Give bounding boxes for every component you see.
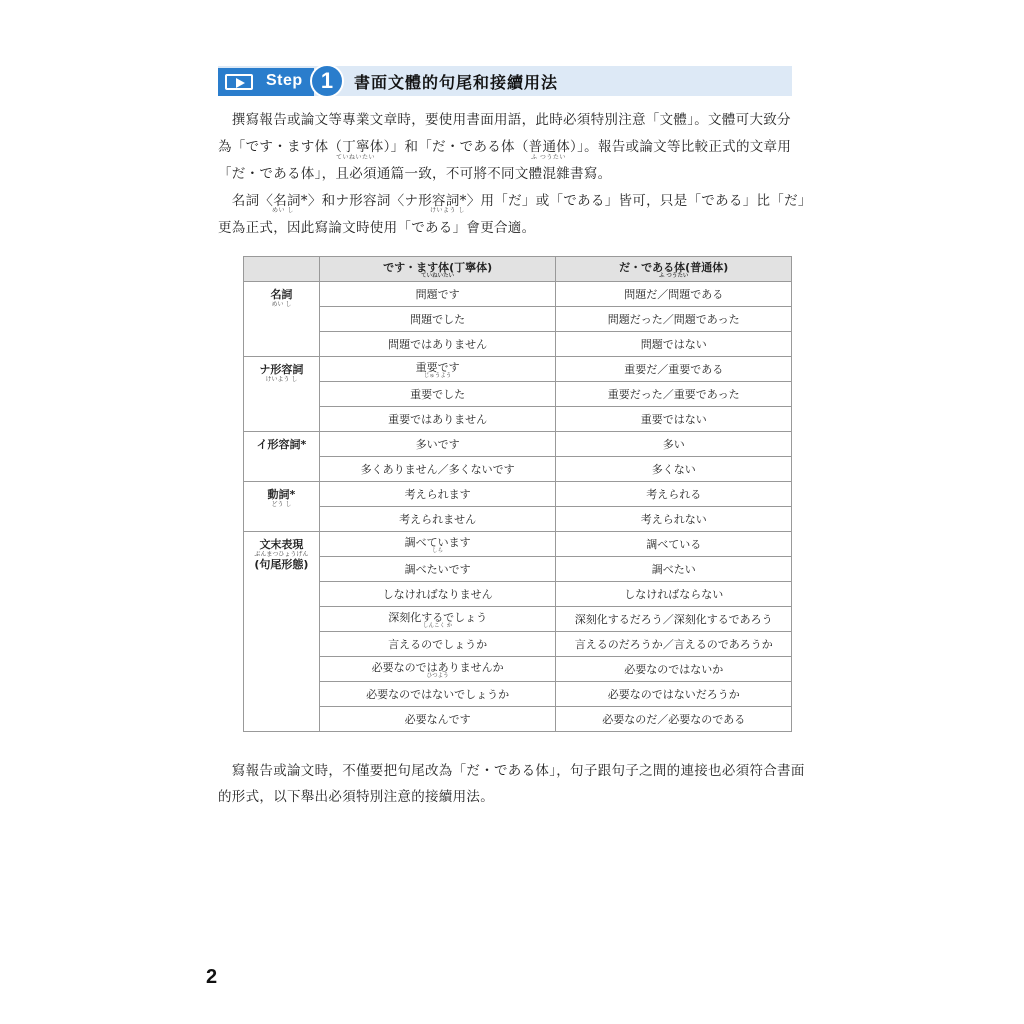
plain-form: 調べている	[556, 532, 792, 557]
intro-ruby-teinei: ていねいたい	[336, 154, 376, 161]
table-row	[244, 307, 792, 332]
intro-ruby-meishi: めい し	[272, 207, 294, 214]
polite-form: 調べています	[404, 536, 471, 549]
plain-form: しなければならない	[556, 582, 792, 607]
header-cell-empty	[244, 257, 320, 282]
step-number: 1	[310, 64, 344, 98]
header-cell-plain	[556, 257, 792, 282]
polite-form: 深刻化するでしょう	[388, 611, 488, 624]
polite-form: 言えるのでしょうか	[319, 632, 556, 657]
header-cell-polite	[319, 257, 556, 282]
plain-form: 問題ではない	[556, 332, 792, 357]
polite-form: 調べたいです	[319, 557, 556, 582]
header-plain-label: だ・である体(普通体)	[619, 261, 729, 274]
category-ruby: ぶんまつひょうげん	[254, 551, 309, 558]
step-badge	[218, 68, 314, 96]
category-cell	[244, 282, 320, 357]
plain-form: 多い	[556, 432, 792, 457]
polite-form: 問題でした	[319, 307, 556, 332]
table-row	[244, 557, 792, 582]
category-ruby: めい し	[271, 301, 292, 308]
intro-line-2: 為「です・ます体（丁寧体）」和「だ・である体（普通体）」。報告或論文等比較正式的文章用	[218, 139, 792, 155]
polite-form-cell	[319, 607, 556, 632]
table-row	[244, 482, 792, 507]
plain-form: 重要ではない	[556, 407, 792, 432]
plain-form: 必要なのではないか	[556, 657, 792, 682]
table-row	[244, 607, 792, 632]
outro-line-2: 的形式，以下舉出必須特別注意的接續用法。	[218, 789, 494, 805]
category-cell	[244, 357, 320, 432]
plain-form: 重要だ／重要である	[556, 357, 792, 382]
category-sub-label: (句尾形態)	[254, 558, 309, 571]
polite-form: 多くありません／多くないです	[319, 457, 556, 482]
category-label: 文末表現	[259, 538, 304, 551]
polite-form: 重要ではありません	[319, 407, 556, 432]
polite-form: 考えられます	[319, 482, 556, 507]
intro-line-5: 更為正式，因此寫論文時使用「である」會更合適。	[218, 220, 536, 236]
table-row	[244, 357, 792, 382]
header-polite-label: です・ます体(丁寧体)	[383, 261, 493, 274]
table-row	[244, 457, 792, 482]
table-row	[244, 282, 792, 307]
plain-form: 重要だった／重要であった	[556, 382, 792, 407]
polite-form: 必要なんです	[319, 707, 556, 732]
category-label: ナ形容詞	[259, 363, 304, 376]
category-ruby: けいよう し	[265, 376, 298, 383]
category-label: 動詞*	[267, 488, 296, 501]
polite-form: 問題です	[319, 282, 556, 307]
polite-form: 必要なのではないでしょうか	[319, 682, 556, 707]
intro-line-4: 名詞〈名詞*〉和ナ形容詞〈ナ形容詞*〉用「だ」或「である」皆可，只是「である」比「だ」	[218, 193, 812, 209]
polite-form-cell	[319, 657, 556, 682]
intro-ruby-futsuu: ふ つうたい	[531, 154, 566, 161]
category-cell	[244, 532, 320, 732]
polite-form-ruby: じゅうよう	[423, 373, 452, 379]
category-label: 名詞	[270, 288, 293, 301]
plain-form: 必要なのではないだろうか	[556, 682, 792, 707]
style-comparison-table	[243, 256, 792, 732]
polite-form: 考えられません	[319, 507, 556, 532]
table-row	[244, 407, 792, 432]
polite-form: 必要なのではありませんか	[371, 661, 504, 674]
plain-form: 考えられない	[556, 507, 792, 532]
step-word: Step	[266, 72, 303, 89]
category-ruby: どう し	[271, 501, 292, 508]
polite-form-ruby: しら	[432, 548, 444, 554]
intro-ruby-keiyoushi: けいよう し	[430, 207, 465, 214]
polite-form-ruby: しんこく か	[423, 623, 453, 629]
table-row	[244, 682, 792, 707]
polite-form-ruby: ひつよう	[426, 673, 449, 679]
plain-form: 多くない	[556, 457, 792, 482]
polite-form-cell	[319, 532, 556, 557]
plain-form: 言えるのだろうか／言えるのであろうか	[556, 632, 792, 657]
plain-form: 問題だ／問題である	[556, 282, 792, 307]
table-row	[244, 657, 792, 682]
table-header-row	[244, 257, 792, 282]
header-plain-ruby: ふ つうたい	[659, 273, 689, 279]
intro-line-3: 「だ・である体」，且必須通篇一致，不可將不同文體混雜書寫。	[218, 166, 612, 182]
play-icon	[225, 74, 253, 90]
table-row	[244, 532, 792, 557]
polite-form-cell	[319, 357, 556, 382]
polite-form: しなければなりません	[319, 582, 556, 607]
polite-form: 多いです	[319, 432, 556, 457]
intro-line-1: 撰寫報告或論文等專業文章時，要使用書面用語，此時必須特別注意「文體」。文體可大致分	[218, 112, 791, 128]
category-cell	[244, 432, 320, 482]
table-row	[244, 582, 792, 607]
polite-form: 重要です	[415, 361, 460, 374]
plain-form: 考えられる	[556, 482, 792, 507]
header-polite-ruby: ていねいたい	[421, 273, 455, 279]
polite-form: 重要でした	[319, 382, 556, 407]
category-cell	[244, 482, 320, 532]
plain-form: 深刻化するだろう／深刻化するであろう	[556, 607, 792, 632]
category-label: イ形容詞*	[256, 438, 307, 451]
table-row	[244, 332, 792, 357]
table-row	[244, 507, 792, 532]
table-row	[244, 707, 792, 732]
plain-form: 必要なのだ／必要なのである	[556, 707, 792, 732]
page-number: 2	[206, 966, 218, 988]
section-title: 書面文體的句尾和接續用法	[354, 73, 559, 92]
polite-form: 問題ではありません	[319, 332, 556, 357]
plain-form: 調べたい	[556, 557, 792, 582]
table-row	[244, 632, 792, 657]
table-row	[244, 432, 792, 457]
table-row	[244, 382, 792, 407]
outro-line-1: 寫報告或論文時，不僅要把句尾改為「だ・である体」，句子跟句子之間的連接也必須符合書面	[218, 763, 805, 779]
plain-form: 問題だった／問題であった	[556, 307, 792, 332]
